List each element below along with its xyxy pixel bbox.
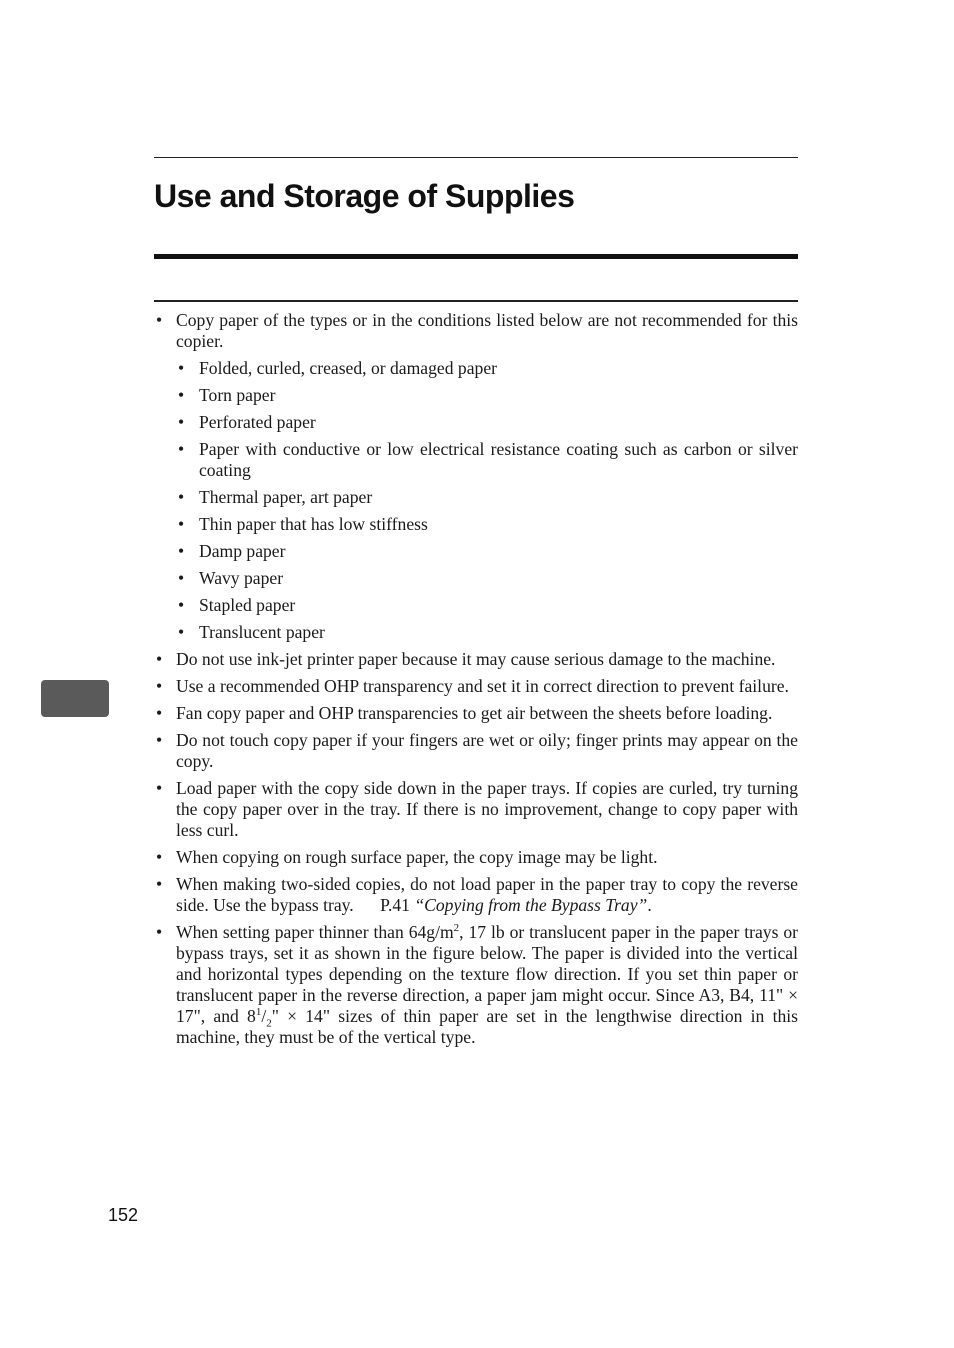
bullet-text: When making two-sided copies, do not load paper in the paper tray to copy the reverse side. Use the bypass tray. [176,874,798,915]
sub-list-item: • Perforated paper [176,412,798,433]
sub-list-item: • Thermal paper, art paper [176,487,798,508]
bullet-text: " × 14" sizes of thin paper are set in the lengthwise direction in this machine, they must be of the vertical type. [176,1006,798,1047]
sub-list-item: • Folded, curled, creased, or damaged paper [176,358,798,379]
top-rule [154,157,798,158]
list-item: • When copying on rough surface paper, the copy image may be light. [154,847,798,868]
list-item: • Fan copy paper and OHP transparencies to get air between the sheets before loading. [154,703,798,724]
bullet-text: , 17 lb or translucent paper in the paper trays or bypass trays, set it as shown in the figure below. The paper is divided into the vertical and horizontal types depending on the texture flow direction. If you set thin paper or translucent paper in the reverse direction, a paper jam might occur. Since A3, B4, 11" × 17", and 8 [176,922,798,1026]
sub-list-item: • Torn paper [176,385,798,406]
reference-page: P.41 [380,895,410,915]
list-item: • Do not touch copy paper if your fingers are wet or oily; finger prints may appear on the copy. [154,730,798,772]
reference-link[interactable]: “Copying from the Bypass Tray” [414,895,648,915]
paper-types-list [176,358,798,643]
section-rule [154,300,798,302]
list-item [154,922,798,1048]
sub-list-item: • Damp paper [176,541,798,562]
fraction-numerator: 1 [255,1006,262,1019]
list-item [154,874,798,916]
superscript: 2 [453,922,460,935]
sub-list-item: • Stapled paper [176,595,798,616]
list-item: • Load paper with the copy side down in the paper trays. If copies are curled, try turning the copy paper over in the tray. If there is no improvement, change to copy paper with less curl. [154,778,798,841]
title-underline [154,254,798,259]
sub-list-item: • Wavy paper [176,568,798,589]
list-item: • Use a recommended OHP transparency and set it in correct direction to prevent failure. [154,676,798,697]
chapter-tab-marker [41,680,109,717]
page-number: 152 [108,1205,139,1225]
fraction-slash: / [261,1006,267,1026]
fraction-denominator: 2 [266,1017,272,1030]
bullet-text-end: . [647,895,652,915]
sub-list-item: • Thin paper that has low stiffness [176,514,798,535]
main-content [154,310,798,1054]
list-item: • Do not use ink-jet printer paper because it may cause serious damage to the machine. [154,649,798,670]
page-title: Use and Storage of Supplies [154,178,575,214]
bullet-text: When setting paper thinner than 64g/m [176,922,454,942]
sub-list-item: • Translucent paper [176,622,798,643]
list-item [154,310,798,643]
supplies-list [154,310,798,1048]
sub-list-item: • Paper with conductive or low electrical resistance coating such as carbon or silver coating [176,439,798,481]
bullet-text: Copy paper of the types or in the conditions listed below are not recommended for this copier. [176,310,798,351]
